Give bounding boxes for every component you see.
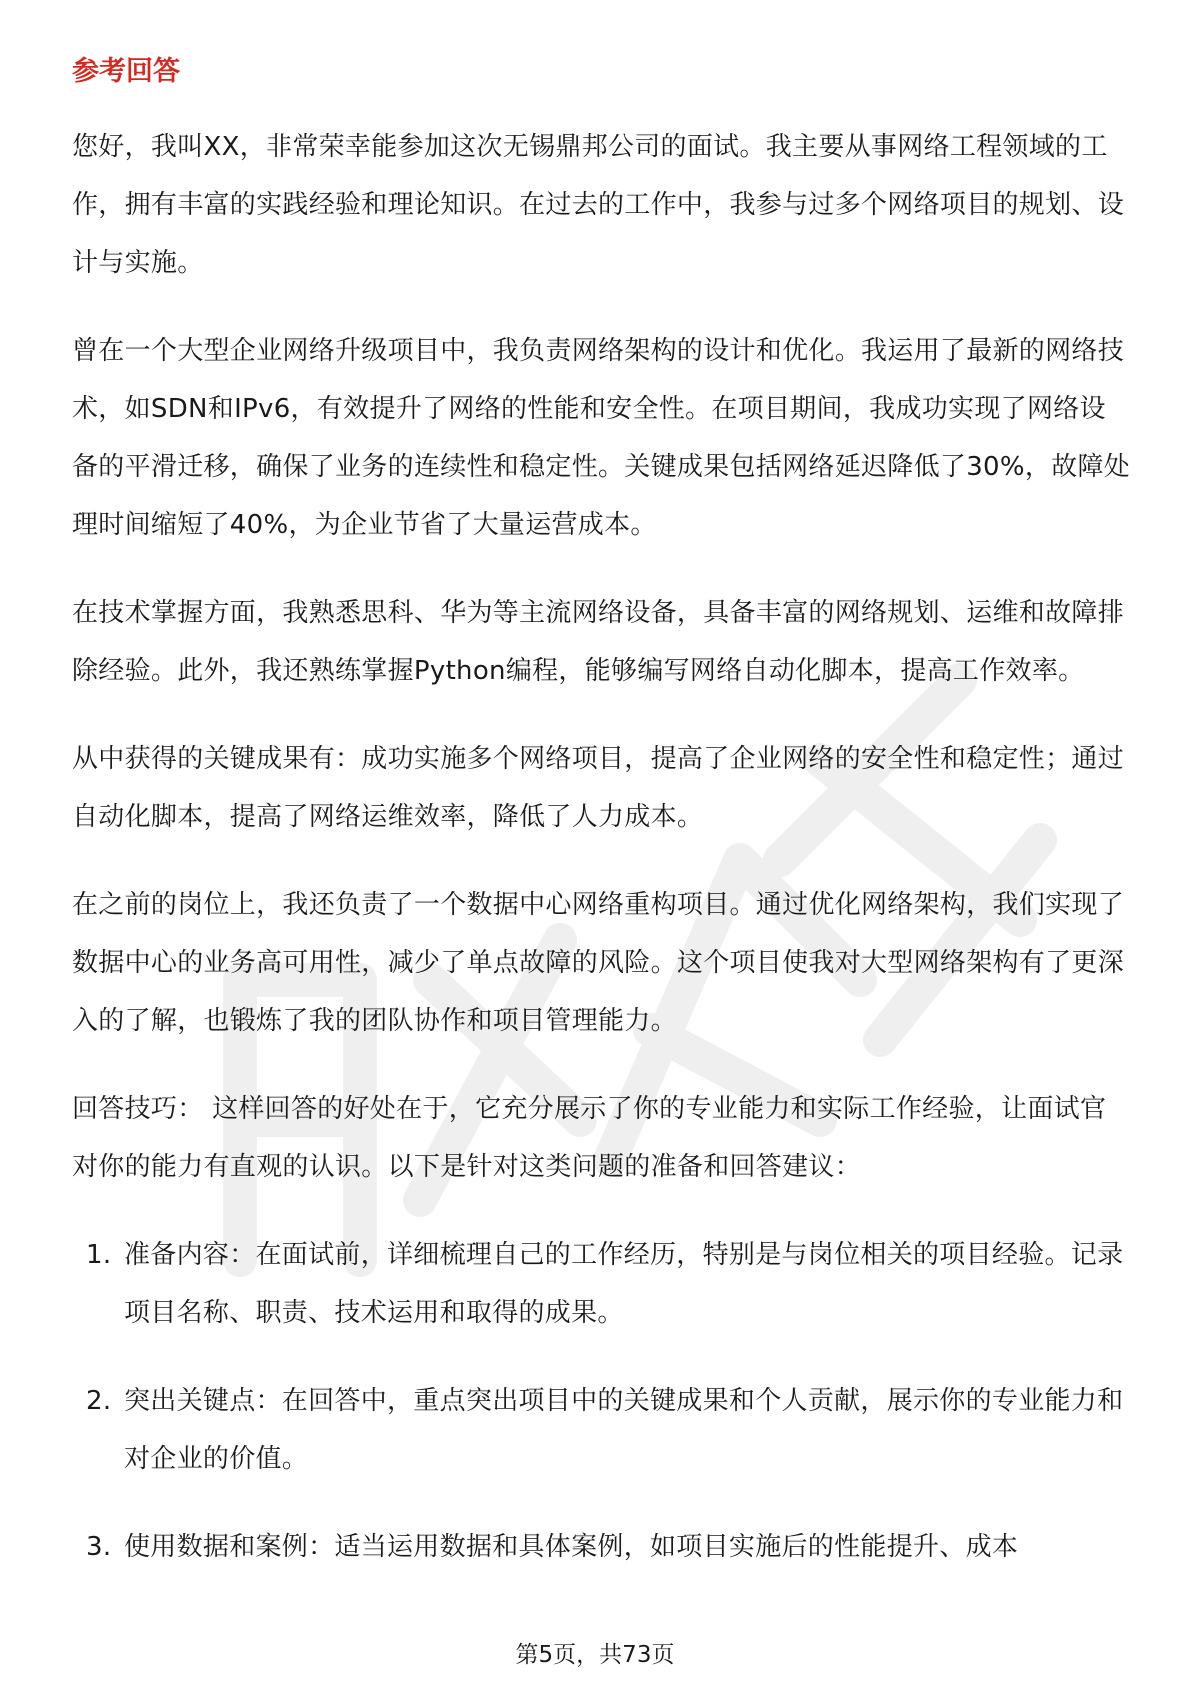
paragraph-technical-skills: 在技术掌握方面，我熟悉思科、华为等主流网络设备，具备丰富的网络规划、运维和故障排除经验。此外，我还熟练掌握Python编程，能够编写网络自动化脚本，提高工作效率。 xyxy=(72,598,1125,686)
list-number: 3. xyxy=(86,1532,112,1562)
document-page xyxy=(72,48,1132,1606)
list-item-text: 准备内容：在面试前，详细梳理自己的工作经历，特别是与岗位相关的项目经验。记录项目名称、职责、技术运用和取得的成果。 xyxy=(124,1240,1124,1328)
paragraph-intro: 您好，我叫XX，非常荣幸能参加这次无锡鼎邦公司的面试。我主要从事网络工程领域的工作，拥有丰富的实践经验和理论知识。在过去的工作中，我参与过多个网络项目的规划、设计与实施。 xyxy=(72,132,1125,278)
paragraph-key-results: 从中获得的关键成果有：成功实施多个网络项目，提高了企业网络的安全性和稳定性；通过自动化脚本，提高了网络运维效率，降低了人力成本。 xyxy=(72,744,1125,832)
list-item xyxy=(72,1518,1132,1576)
paragraph-datacenter-project: 在之前的岗位上，我还负责了一个数据中心网络重构项目。通过优化网络架构，我们实现了数据中心的业务高可用性，减少了单点故障的风险。这个项目使我对大型网络架构有了更深入的了解，也锻炼了我的团队协作和项目管理能力。 xyxy=(72,890,1125,1036)
advice-list xyxy=(72,1226,1132,1576)
list-item-text: 突出关键点：在回答中，重点突出项目中的关键成果和个人贡献，展示你的专业能力和对企业的价值。 xyxy=(124,1386,1124,1474)
section-title: 参考回答 xyxy=(72,56,180,87)
list-number: 1. xyxy=(86,1240,112,1270)
paragraph-network-upgrade: 曾在一个大型企业网络升级项目中，我负责网络架构的设计和优化。我运用了最新的网络技术，如SDN和IPv6，有效提升了网络的性能和安全性。在项目期间，我成功实现了网络设备的平滑迁移，确保了业务的连续性和稳定性。关键成果包括网络延迟降低了30%，故障处理时间缩短了40%，为企业节省了大量运营成本。 xyxy=(72,336,1131,540)
paragraph-answer-tips: 回答技巧： 这样回答的好处在于，它充分展示了你的专业能力和实际工作经验，让面试官对你的能力有直观的认识。以下是针对这类问题的准备和回答建议： xyxy=(72,1094,1107,1182)
list-item xyxy=(72,1372,1132,1488)
list-item-text: 使用数据和案例：适当运用数据和具体案例，如项目实施后的性能提升、成本 xyxy=(124,1532,1019,1562)
list-number: 2. xyxy=(86,1386,112,1416)
page-footer: 第5页，共73页 xyxy=(515,1642,675,1668)
list-item xyxy=(72,1226,1132,1342)
